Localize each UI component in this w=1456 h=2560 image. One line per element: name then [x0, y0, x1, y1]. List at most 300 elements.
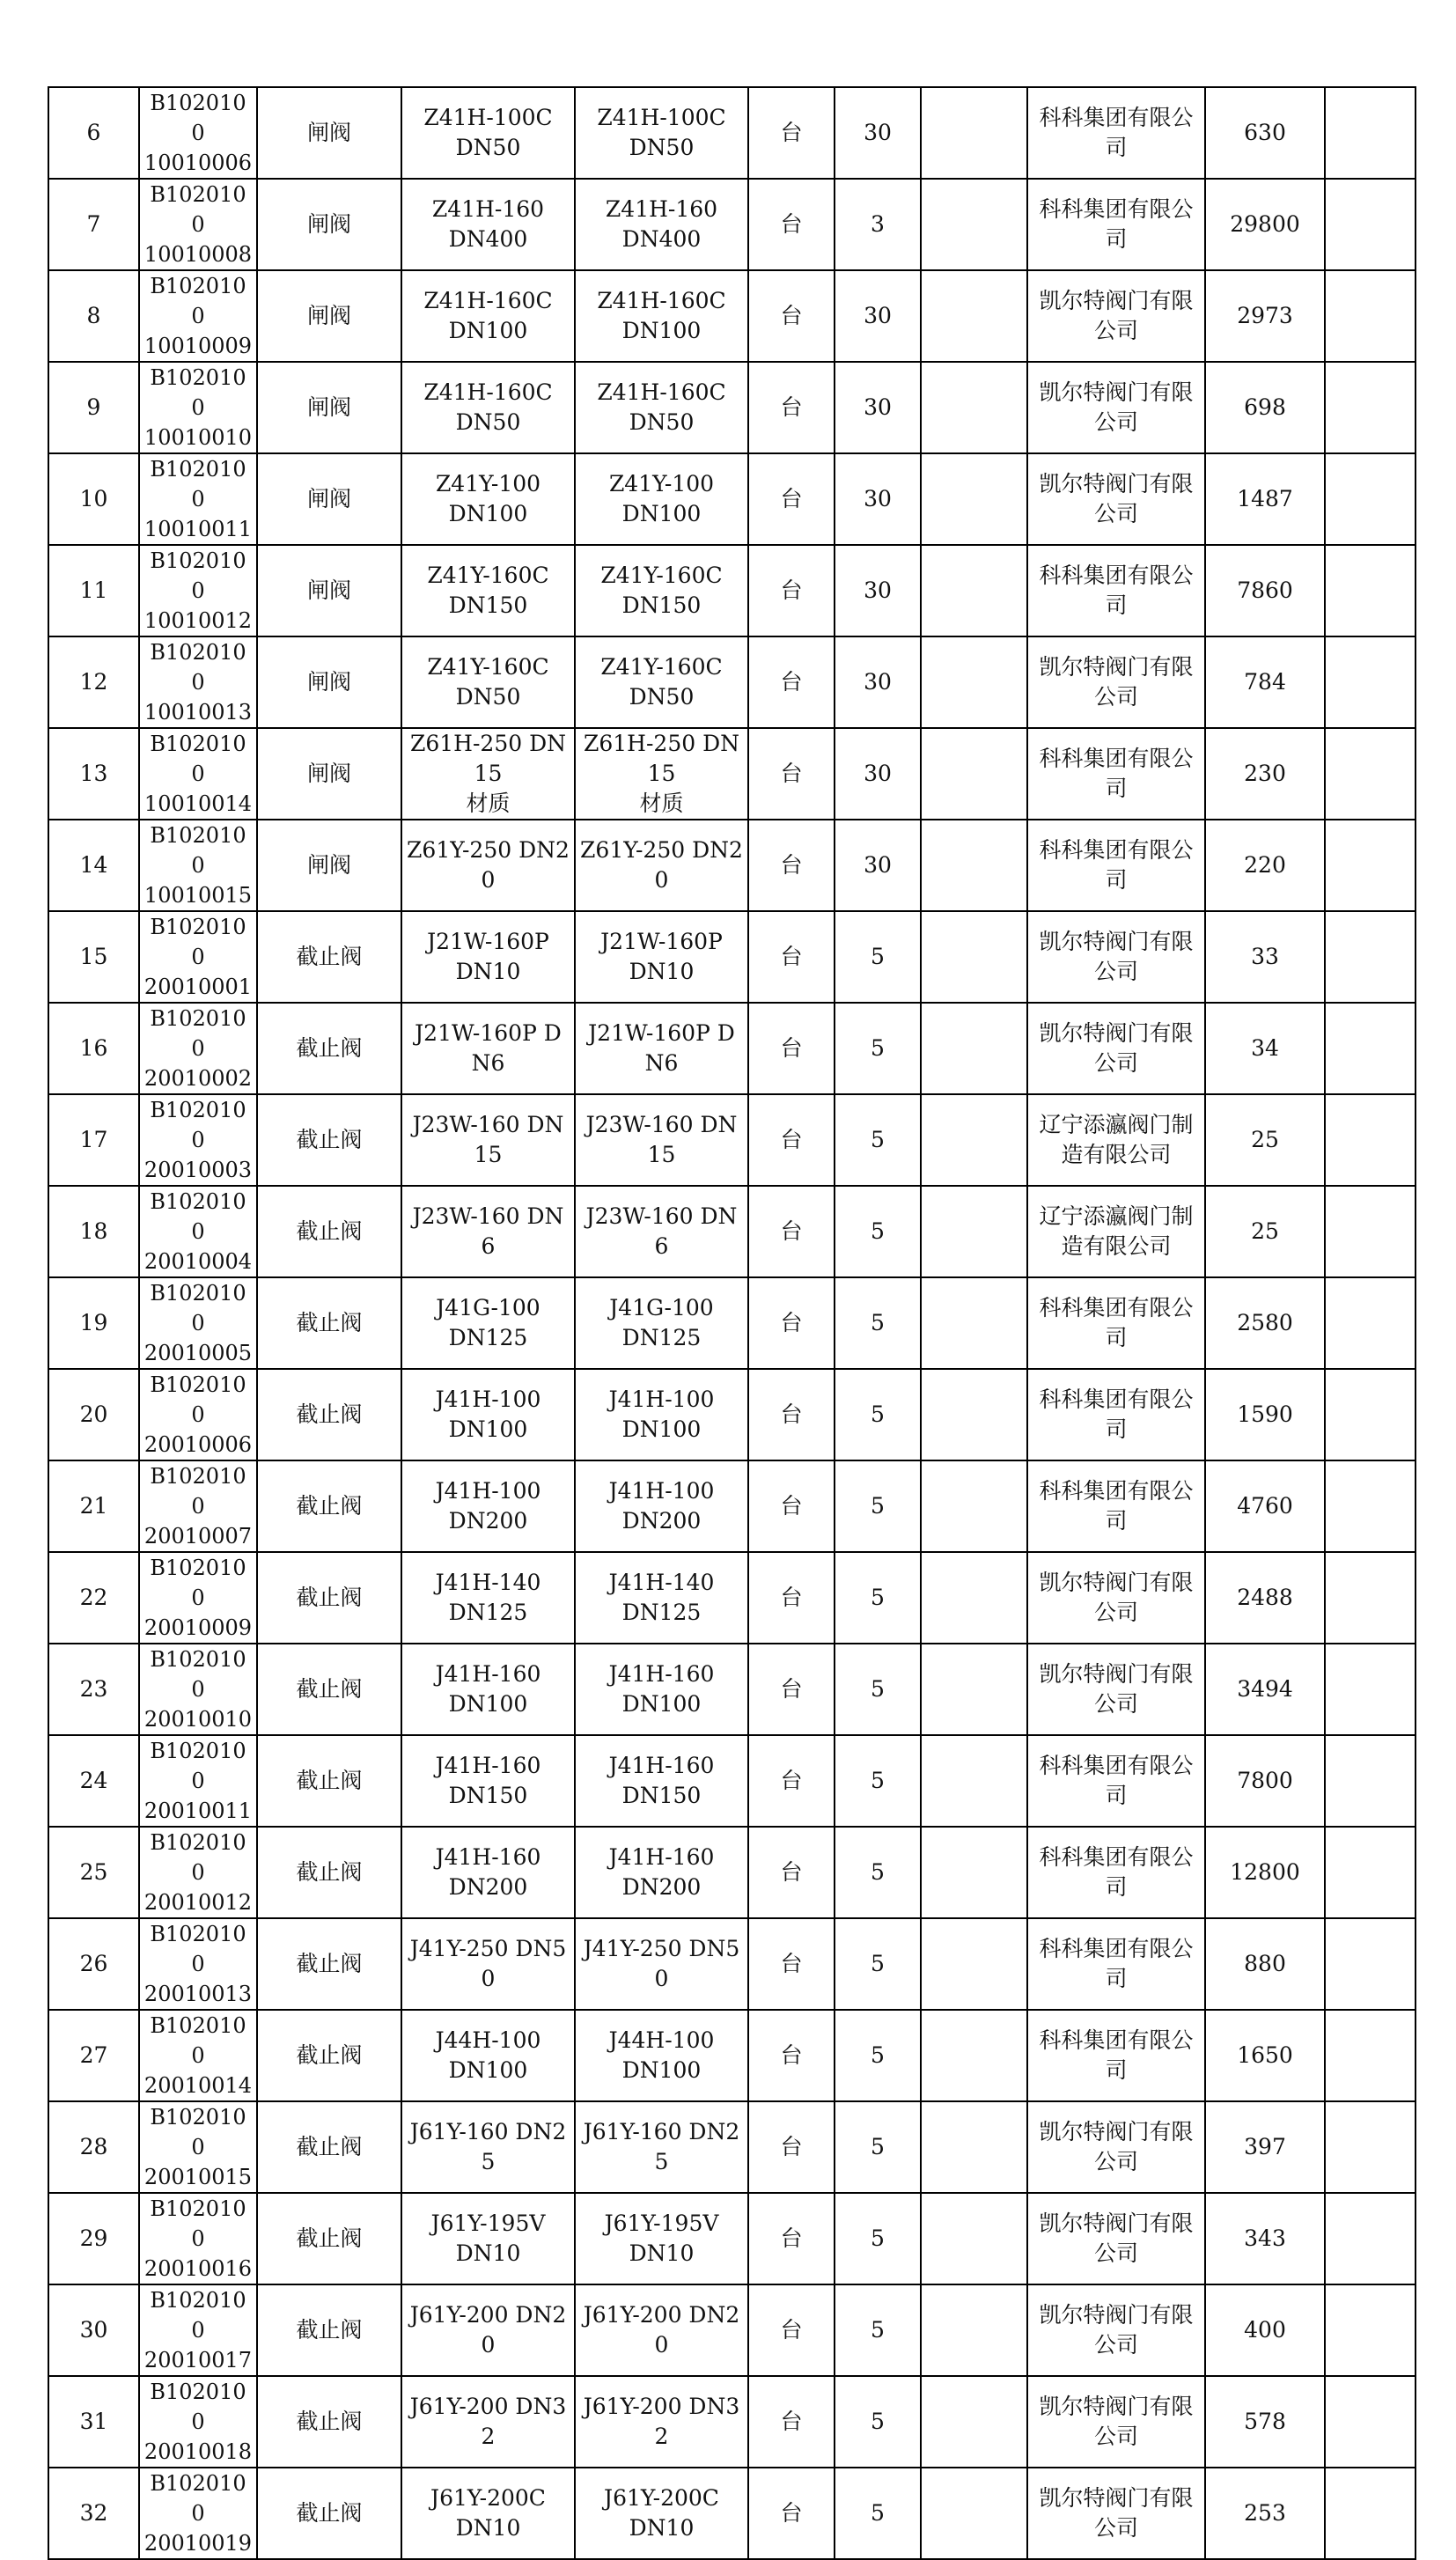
model-line: J41Y-250 DN50	[583, 1936, 740, 1991]
material-code-line: 10010009	[143, 334, 253, 358]
model-cell	[575, 1277, 748, 1369]
item-name-cell: 截止阀	[257, 911, 401, 1003]
empty-cell	[921, 636, 1027, 728]
price-cell: 880	[1205, 1918, 1325, 2010]
empty-cell	[921, 1644, 1027, 1735]
supplier-line: 公司	[1093, 2424, 1138, 2449]
remark-cell	[1325, 2010, 1416, 2101]
material-code-line: 20010005	[143, 1341, 253, 1365]
unit-cell: 台	[748, 2193, 835, 2284]
table-row	[48, 1552, 1416, 1644]
remark-cell	[1325, 270, 1416, 362]
row-number-cell: 26	[48, 1918, 139, 2010]
model-cell	[575, 1094, 748, 1186]
specification-cell	[401, 362, 575, 453]
empty-cell	[921, 2468, 1027, 2559]
model-line: DN10	[629, 959, 695, 984]
unit-cell: 台	[748, 1827, 835, 1918]
specification-cell	[401, 2284, 575, 2376]
table-row	[48, 1644, 1416, 1735]
model-line: Z61Y-250 DN20	[580, 837, 743, 893]
specification-line: Z41Y-160C	[427, 654, 549, 680]
specification-cell	[401, 636, 575, 728]
material-code-line: B1020100	[150, 823, 246, 878]
model-line: DN200	[621, 1874, 702, 1900]
quantity-cell: 5	[835, 1827, 921, 1918]
model-line: Z41H-160C	[597, 379, 726, 405]
empty-cell	[921, 1735, 1027, 1827]
price-cell: 220	[1205, 820, 1325, 911]
supplier-line: 司	[1105, 1783, 1128, 1808]
specification-line: DN400	[448, 226, 528, 252]
material-code-cell	[139, 1918, 257, 2010]
model-cell	[575, 728, 748, 820]
supplier-line: 司	[1105, 776, 1128, 801]
specification-line: DN100	[448, 1691, 528, 1717]
model-line: Z41Y-160C	[600, 654, 723, 680]
material-code-line: 10010015	[143, 883, 253, 908]
remark-cell	[1325, 1369, 1416, 1460]
specification-cell	[401, 911, 575, 1003]
empty-cell	[921, 453, 1027, 545]
supplier-line: 公司	[1093, 1691, 1138, 1717]
unit-cell: 台	[748, 87, 835, 179]
supplier-line: 公司	[1093, 959, 1138, 984]
supplier-line: 科科集团有限公	[1039, 1844, 1194, 1870]
specification-line: DN150	[448, 592, 528, 618]
row-number-cell: 21	[48, 1460, 139, 1552]
quantity-cell: 30	[835, 362, 921, 453]
model-cell	[575, 911, 748, 1003]
quantity-cell: 30	[835, 453, 921, 545]
item-name-cell: 截止阀	[257, 1277, 401, 1369]
empty-cell	[921, 87, 1027, 179]
material-code-line: 20010018	[143, 2439, 253, 2464]
quantity-cell: 5	[835, 2010, 921, 2101]
unit-cell: 台	[748, 636, 835, 728]
remark-cell	[1325, 1552, 1416, 1644]
material-code-cell	[139, 2193, 257, 2284]
empty-cell	[921, 1369, 1027, 1460]
specification-line: Z41H-160C	[423, 288, 553, 313]
material-code-line: B1020100	[150, 1189, 246, 1244]
row-number-cell: 30	[48, 2284, 139, 2376]
remark-cell	[1325, 1277, 1416, 1369]
quantity-cell: 5	[835, 1186, 921, 1277]
material-code-line: B1020100	[150, 365, 246, 420]
row-number-cell: 32	[48, 2468, 139, 2559]
material-code-line: B1020100	[150, 2013, 246, 2068]
material-code-line: 10010012	[143, 608, 253, 633]
model-line: J41H-160	[608, 1844, 715, 1870]
unit-cell: 台	[748, 453, 835, 545]
model-cell	[575, 1003, 748, 1094]
material-code-line: B1020100	[150, 2380, 246, 2434]
price-cell: 12800	[1205, 1827, 1325, 1918]
table-row	[48, 636, 1416, 728]
model-line: Z41H-160C	[597, 288, 726, 313]
model-line: J41H-160	[608, 1753, 715, 1778]
specification-cell	[401, 1277, 575, 1369]
row-number-cell: 8	[48, 270, 139, 362]
specification-cell	[401, 1918, 575, 2010]
price-cell: 630	[1205, 87, 1325, 179]
supplier-cell	[1027, 362, 1205, 453]
model-line: Z61H-250 DN15	[583, 731, 739, 786]
row-number-cell: 25	[48, 1827, 139, 1918]
price-cell: 253	[1205, 2468, 1325, 2559]
quantity-cell: 5	[835, 1003, 921, 1094]
material-code-cell	[139, 1827, 257, 1918]
material-code-cell	[139, 1094, 257, 1186]
valve-price-table	[48, 86, 1416, 2560]
material-code-line: B1020100	[150, 915, 246, 969]
model-line: DN100	[621, 501, 702, 526]
material-code-line: 20010014	[143, 2073, 253, 2098]
quantity-cell: 30	[835, 728, 921, 820]
specification-cell	[401, 545, 575, 636]
model-line: DN400	[621, 226, 702, 252]
remark-cell	[1325, 362, 1416, 453]
empty-cell	[921, 1460, 1027, 1552]
supplier-cell	[1027, 1827, 1205, 1918]
specification-cell	[401, 1552, 575, 1644]
specification-line: DN125	[448, 1600, 528, 1625]
material-code-line: B1020100	[150, 640, 246, 695]
remark-cell	[1325, 728, 1416, 820]
price-cell: 400	[1205, 2284, 1325, 2376]
supplier-cell	[1027, 453, 1205, 545]
remark-cell	[1325, 545, 1416, 636]
model-cell	[575, 453, 748, 545]
table-row	[48, 179, 1416, 270]
specification-line: DN200	[448, 1508, 528, 1534]
specification-line: DN100	[448, 318, 528, 343]
specification-line: J23W-160 DN6	[412, 1203, 564, 1259]
price-cell: 343	[1205, 2193, 1325, 2284]
supplier-line: 凯尔特阀门有限	[1039, 471, 1194, 497]
material-code-line: B1020100	[150, 1006, 246, 1061]
model-line: DN50	[629, 409, 695, 435]
material-code-line: 10010011	[143, 517, 253, 541]
price-cell: 397	[1205, 2101, 1325, 2193]
model-cell	[575, 1918, 748, 2010]
table-row	[48, 2010, 1416, 2101]
supplier-line: 公司	[1093, 684, 1138, 710]
supplier-cell	[1027, 1369, 1205, 1460]
supplier-line: 科科集团有限公	[1039, 563, 1194, 588]
material-code-line: 20010015	[143, 2165, 253, 2189]
unit-cell: 台	[748, 1552, 835, 1644]
model-cell	[575, 1460, 748, 1552]
supplier-line: 公司	[1093, 501, 1138, 526]
row-number-cell: 15	[48, 911, 139, 1003]
specification-cell	[401, 270, 575, 362]
material-code-line: 20010004	[143, 1249, 253, 1274]
item-name-cell: 截止阀	[257, 1094, 401, 1186]
supplier-line: 科科集团有限公	[1039, 1387, 1194, 1412]
material-code-line: B1020100	[150, 1647, 246, 1702]
empty-cell	[921, 911, 1027, 1003]
material-code-cell	[139, 636, 257, 728]
material-code-line: B1020100	[150, 2471, 246, 2526]
unit-cell: 台	[748, 2284, 835, 2376]
material-code-cell	[139, 2376, 257, 2468]
specification-line: J44H-100	[435, 2027, 541, 2053]
model-line: J41H-100	[608, 1387, 715, 1412]
remark-cell	[1325, 1644, 1416, 1735]
model-line: J61Y-200 DN32	[583, 2394, 740, 2449]
supplier-cell	[1027, 2376, 1205, 2468]
row-number-cell: 11	[48, 545, 139, 636]
unit-cell: 台	[748, 1003, 835, 1094]
supplier-line: 公司	[1093, 2149, 1138, 2174]
price-cell: 2580	[1205, 1277, 1325, 1369]
supplier-line: 造有限公司	[1061, 1142, 1172, 1167]
specification-line: J41H-160	[435, 1661, 541, 1687]
material-code-line: 10010013	[143, 700, 253, 725]
quantity-cell: 30	[835, 820, 921, 911]
quantity-cell: 5	[835, 2284, 921, 2376]
supplier-line: 公司	[1093, 2515, 1138, 2541]
material-code-cell	[139, 1369, 257, 1460]
item-name-cell: 闸阀	[257, 636, 401, 728]
model-line: Z41H-100C	[597, 105, 726, 130]
row-number-cell: 9	[48, 362, 139, 453]
row-number-cell: 24	[48, 1735, 139, 1827]
quantity-cell: 5	[835, 1369, 921, 1460]
specification-cell	[401, 1094, 575, 1186]
supplier-line: 科科集团有限公	[1039, 837, 1194, 863]
material-code-line: B1020100	[150, 1098, 246, 1152]
item-name-cell: 截止阀	[257, 2284, 401, 2376]
model-cell	[575, 1827, 748, 1918]
supplier-line: 造有限公司	[1061, 1233, 1172, 1259]
price-cell: 4760	[1205, 1460, 1325, 1552]
model-line: DN125	[621, 1600, 702, 1625]
model-line: DN200	[621, 1508, 702, 1534]
supplier-cell	[1027, 2193, 1205, 2284]
model-line: J61Y-160 DN25	[583, 2119, 740, 2174]
material-code-line: B1020100	[150, 1739, 246, 1793]
material-code-line: B1020100	[150, 274, 246, 328]
material-code-line: 20010019	[143, 2531, 253, 2556]
material-code-line: 20010010	[143, 1707, 253, 1732]
supplier-line: 公司	[1093, 1600, 1138, 1625]
supplier-line: 公司	[1093, 1050, 1138, 1076]
price-cell: 578	[1205, 2376, 1325, 2468]
remark-cell	[1325, 2376, 1416, 2468]
supplier-cell	[1027, 820, 1205, 911]
specification-line: J41H-100	[435, 1387, 541, 1412]
material-code-line: B1020100	[150, 2288, 246, 2343]
unit-cell: 台	[748, 2468, 835, 2559]
empty-cell	[921, 820, 1027, 911]
table-row	[48, 1003, 1416, 1094]
unit-cell: 台	[748, 1186, 835, 1277]
specification-line: DN10	[455, 959, 521, 984]
empty-cell	[921, 270, 1027, 362]
model-cell	[575, 179, 748, 270]
unit-cell: 台	[748, 179, 835, 270]
table-row	[48, 1460, 1416, 1552]
specification-cell	[401, 728, 575, 820]
material-code-line: 20010011	[143, 1799, 253, 1823]
specification-cell	[401, 1460, 575, 1552]
quantity-cell: 30	[835, 270, 921, 362]
supplier-line: 科科集团有限公	[1039, 1753, 1194, 1778]
price-cell: 784	[1205, 636, 1325, 728]
supplier-line: 凯尔特阀门有限	[1039, 929, 1194, 954]
specification-line: J61Y-200 DN20	[409, 2302, 567, 2358]
model-cell	[575, 545, 748, 636]
supplier-cell	[1027, 1552, 1205, 1644]
specification-cell	[401, 1003, 575, 1094]
supplier-cell	[1027, 911, 1205, 1003]
table-row	[48, 1369, 1416, 1460]
model-line: J61Y-200 DN20	[583, 2302, 740, 2358]
quantity-cell: 5	[835, 2376, 921, 2468]
remark-cell	[1325, 1003, 1416, 1094]
material-code-cell	[139, 179, 257, 270]
model-line: DN50	[629, 684, 695, 710]
remark-cell	[1325, 87, 1416, 179]
material-code-line: 20010013	[143, 1982, 253, 2006]
item-name-cell: 截止阀	[257, 1369, 401, 1460]
quantity-cell: 30	[835, 636, 921, 728]
unit-cell: 台	[748, 1918, 835, 2010]
model-cell	[575, 2101, 748, 2193]
remark-cell	[1325, 1827, 1416, 1918]
model-cell	[575, 87, 748, 179]
item-name-cell: 闸阀	[257, 179, 401, 270]
material-code-line: B1020100	[150, 457, 246, 511]
table-row	[48, 270, 1416, 362]
supplier-cell	[1027, 1918, 1205, 2010]
material-code-cell	[139, 270, 257, 362]
model-line: DN100	[621, 1416, 702, 1442]
specification-cell	[401, 820, 575, 911]
material-code-line: B1020100	[150, 1281, 246, 1335]
row-number-cell: 17	[48, 1094, 139, 1186]
remark-cell	[1325, 179, 1416, 270]
table-row	[48, 2101, 1416, 2193]
unit-cell: 台	[748, 1644, 835, 1735]
table-row	[48, 2376, 1416, 2468]
empty-cell	[921, 1277, 1027, 1369]
material-code-line: B1020100	[150, 91, 246, 145]
supplier-line: 公司	[1093, 2332, 1138, 2358]
material-code-cell	[139, 1735, 257, 1827]
quantity-cell: 3	[835, 179, 921, 270]
material-code-line: 20010012	[143, 1890, 253, 1915]
item-name-cell: 截止阀	[257, 1735, 401, 1827]
material-code-line: B1020100	[150, 1372, 246, 1427]
row-number-cell: 29	[48, 2193, 139, 2284]
row-number-cell: 28	[48, 2101, 139, 2193]
row-number-cell: 14	[48, 820, 139, 911]
item-name-cell: 截止阀	[257, 2101, 401, 2193]
table-row	[48, 2193, 1416, 2284]
material-code-line: B1020100	[150, 2105, 246, 2159]
material-code-line: 10010008	[143, 242, 253, 267]
table-row	[48, 362, 1416, 453]
row-number-cell: 27	[48, 2010, 139, 2101]
price-cell: 1590	[1205, 1369, 1325, 1460]
supplier-line: 公司	[1093, 409, 1138, 435]
model-line: J44H-100	[608, 2027, 715, 2053]
model-line: J61Y-195V	[604, 2211, 719, 2236]
specification-cell	[401, 1369, 575, 1460]
item-name-cell: 截止阀	[257, 1827, 401, 1918]
material-code-cell	[139, 1552, 257, 1644]
remark-cell	[1325, 2193, 1416, 2284]
model-cell	[575, 2193, 748, 2284]
row-number-cell: 16	[48, 1003, 139, 1094]
table-row	[48, 453, 1416, 545]
price-cell: 29800	[1205, 179, 1325, 270]
empty-cell	[921, 1094, 1027, 1186]
specification-cell	[401, 1644, 575, 1735]
material-code-cell	[139, 1186, 257, 1277]
supplier-cell	[1027, 87, 1205, 179]
specification-line: J41Y-250 DN50	[409, 1936, 567, 1991]
price-cell: 34	[1205, 1003, 1325, 1094]
remark-cell	[1325, 1186, 1416, 1277]
specification-line: J61Y-195V	[430, 2211, 546, 2236]
item-name-cell: 截止阀	[257, 1552, 401, 1644]
document-page	[48, 86, 1415, 2560]
price-cell: 230	[1205, 728, 1325, 820]
material-code-cell	[139, 362, 257, 453]
specification-cell	[401, 453, 575, 545]
model-cell	[575, 1369, 748, 1460]
specification-line: DN100	[448, 501, 528, 526]
specification-cell	[401, 87, 575, 179]
unit-cell: 台	[748, 2376, 835, 2468]
quantity-cell: 5	[835, 1277, 921, 1369]
row-number-cell: 6	[48, 87, 139, 179]
specification-cell	[401, 2468, 575, 2559]
remark-cell	[1325, 636, 1416, 728]
item-name-cell: 截止阀	[257, 1460, 401, 1552]
material-code-line: B1020100	[150, 548, 246, 603]
model-line: Z41Y-100	[608, 471, 715, 497]
specification-cell	[401, 2010, 575, 2101]
empty-cell	[921, 362, 1027, 453]
supplier-cell	[1027, 1644, 1205, 1735]
price-cell: 698	[1205, 362, 1325, 453]
supplier-line: 司	[1105, 1966, 1128, 1991]
material-code-cell	[139, 911, 257, 1003]
supplier-cell	[1027, 2468, 1205, 2559]
specification-line: J41G-100	[436, 1295, 540, 1320]
item-name-cell: 截止阀	[257, 2010, 401, 2101]
unit-cell: 台	[748, 2010, 835, 2101]
material-code-line: B1020100	[150, 1922, 246, 1976]
quantity-cell: 5	[835, 1552, 921, 1644]
price-cell: 7860	[1205, 545, 1325, 636]
supplier-line: 科科集团有限公	[1039, 2027, 1194, 2053]
empty-cell	[921, 2010, 1027, 2101]
material-code-cell	[139, 545, 257, 636]
empty-cell	[921, 1827, 1027, 1918]
unit-cell: 台	[748, 2101, 835, 2193]
supplier-line: 凯尔特阀门有限	[1039, 2119, 1194, 2144]
empty-cell	[921, 545, 1027, 636]
specification-line: Z41H-100C	[423, 105, 553, 130]
model-line: J21W-160P DN6	[588, 1020, 735, 1076]
